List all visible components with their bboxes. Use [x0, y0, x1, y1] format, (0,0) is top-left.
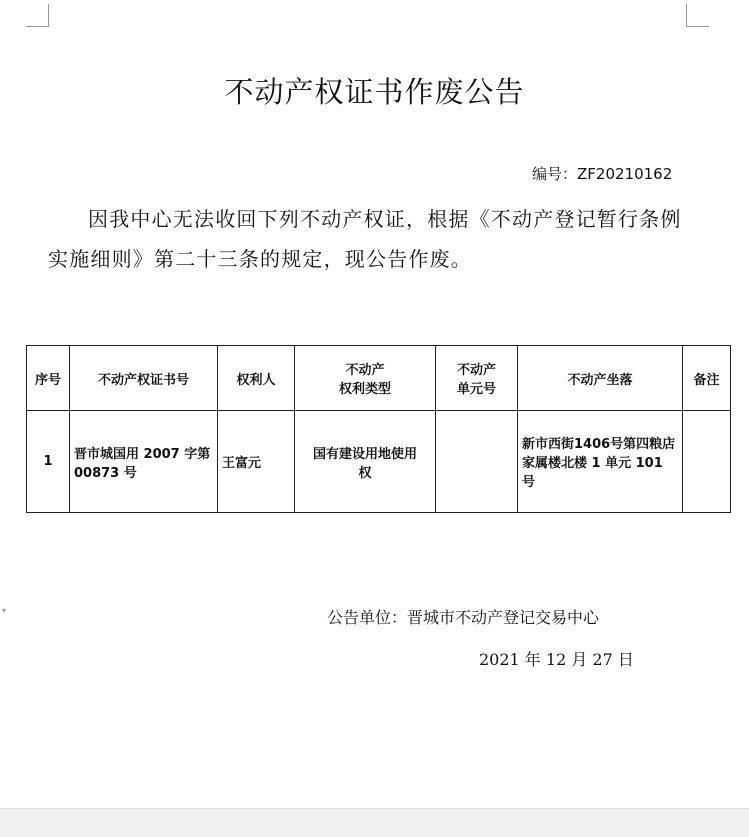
page-corner-mark-top-left [26, 4, 49, 27]
cell-note [683, 411, 731, 513]
issue-date: 2021 年 12 月 27 日 [479, 650, 634, 669]
header-unit-no-text: 不动产 单元号 [456, 363, 496, 397]
header-location [518, 346, 683, 411]
table-header-row [27, 346, 731, 411]
header-cert-no [70, 346, 218, 411]
margin-marker-icon: ▾ [2, 606, 7, 615]
voided-certificates-table [26, 345, 731, 513]
cell-cert-no: 晋市城国用 2007 字第 00873 号 [70, 411, 218, 513]
cell-unit-no [436, 411, 518, 513]
header-right-type [295, 346, 436, 411]
viewer-bottom-bar [0, 808, 749, 837]
header-note-text: 备注 [693, 372, 720, 388]
table-row [27, 411, 731, 513]
cell-location: 新市西街1406号第四粮店家属楼北楼 1 单元 101 号 [518, 411, 683, 513]
announcement-body: 因我中心无法收回下列不动产权证，根据《不动产登记暂行条例实施细则》第二十三条的规定，现公告作废。 [48, 207, 682, 271]
document-title: 不动产权证书作废公告 [224, 75, 525, 109]
issuing-organization: 公告单位：晋城市不动产登记交易中心 [327, 608, 600, 627]
header-index [27, 346, 70, 411]
header-note [683, 346, 731, 411]
header-cert-no-text: 不动产权证书号 [97, 372, 189, 388]
cell-index: 1 [27, 411, 70, 513]
header-right-type-text: 不动产 权利类型 [338, 363, 391, 397]
header-index-text: 序号 [34, 372, 61, 388]
header-unit-no [436, 346, 518, 411]
cell-right-type: 国有建设用地使用权 [295, 411, 436, 513]
header-holder-text: 权利人 [236, 372, 276, 388]
header-holder [218, 346, 295, 411]
document-number: 编号：ZF20210162 [532, 165, 673, 183]
header-location-text: 不动产坐落 [567, 372, 633, 388]
page-corner-mark-top-right [686, 4, 709, 27]
cell-holder: 王富元 [218, 411, 295, 513]
